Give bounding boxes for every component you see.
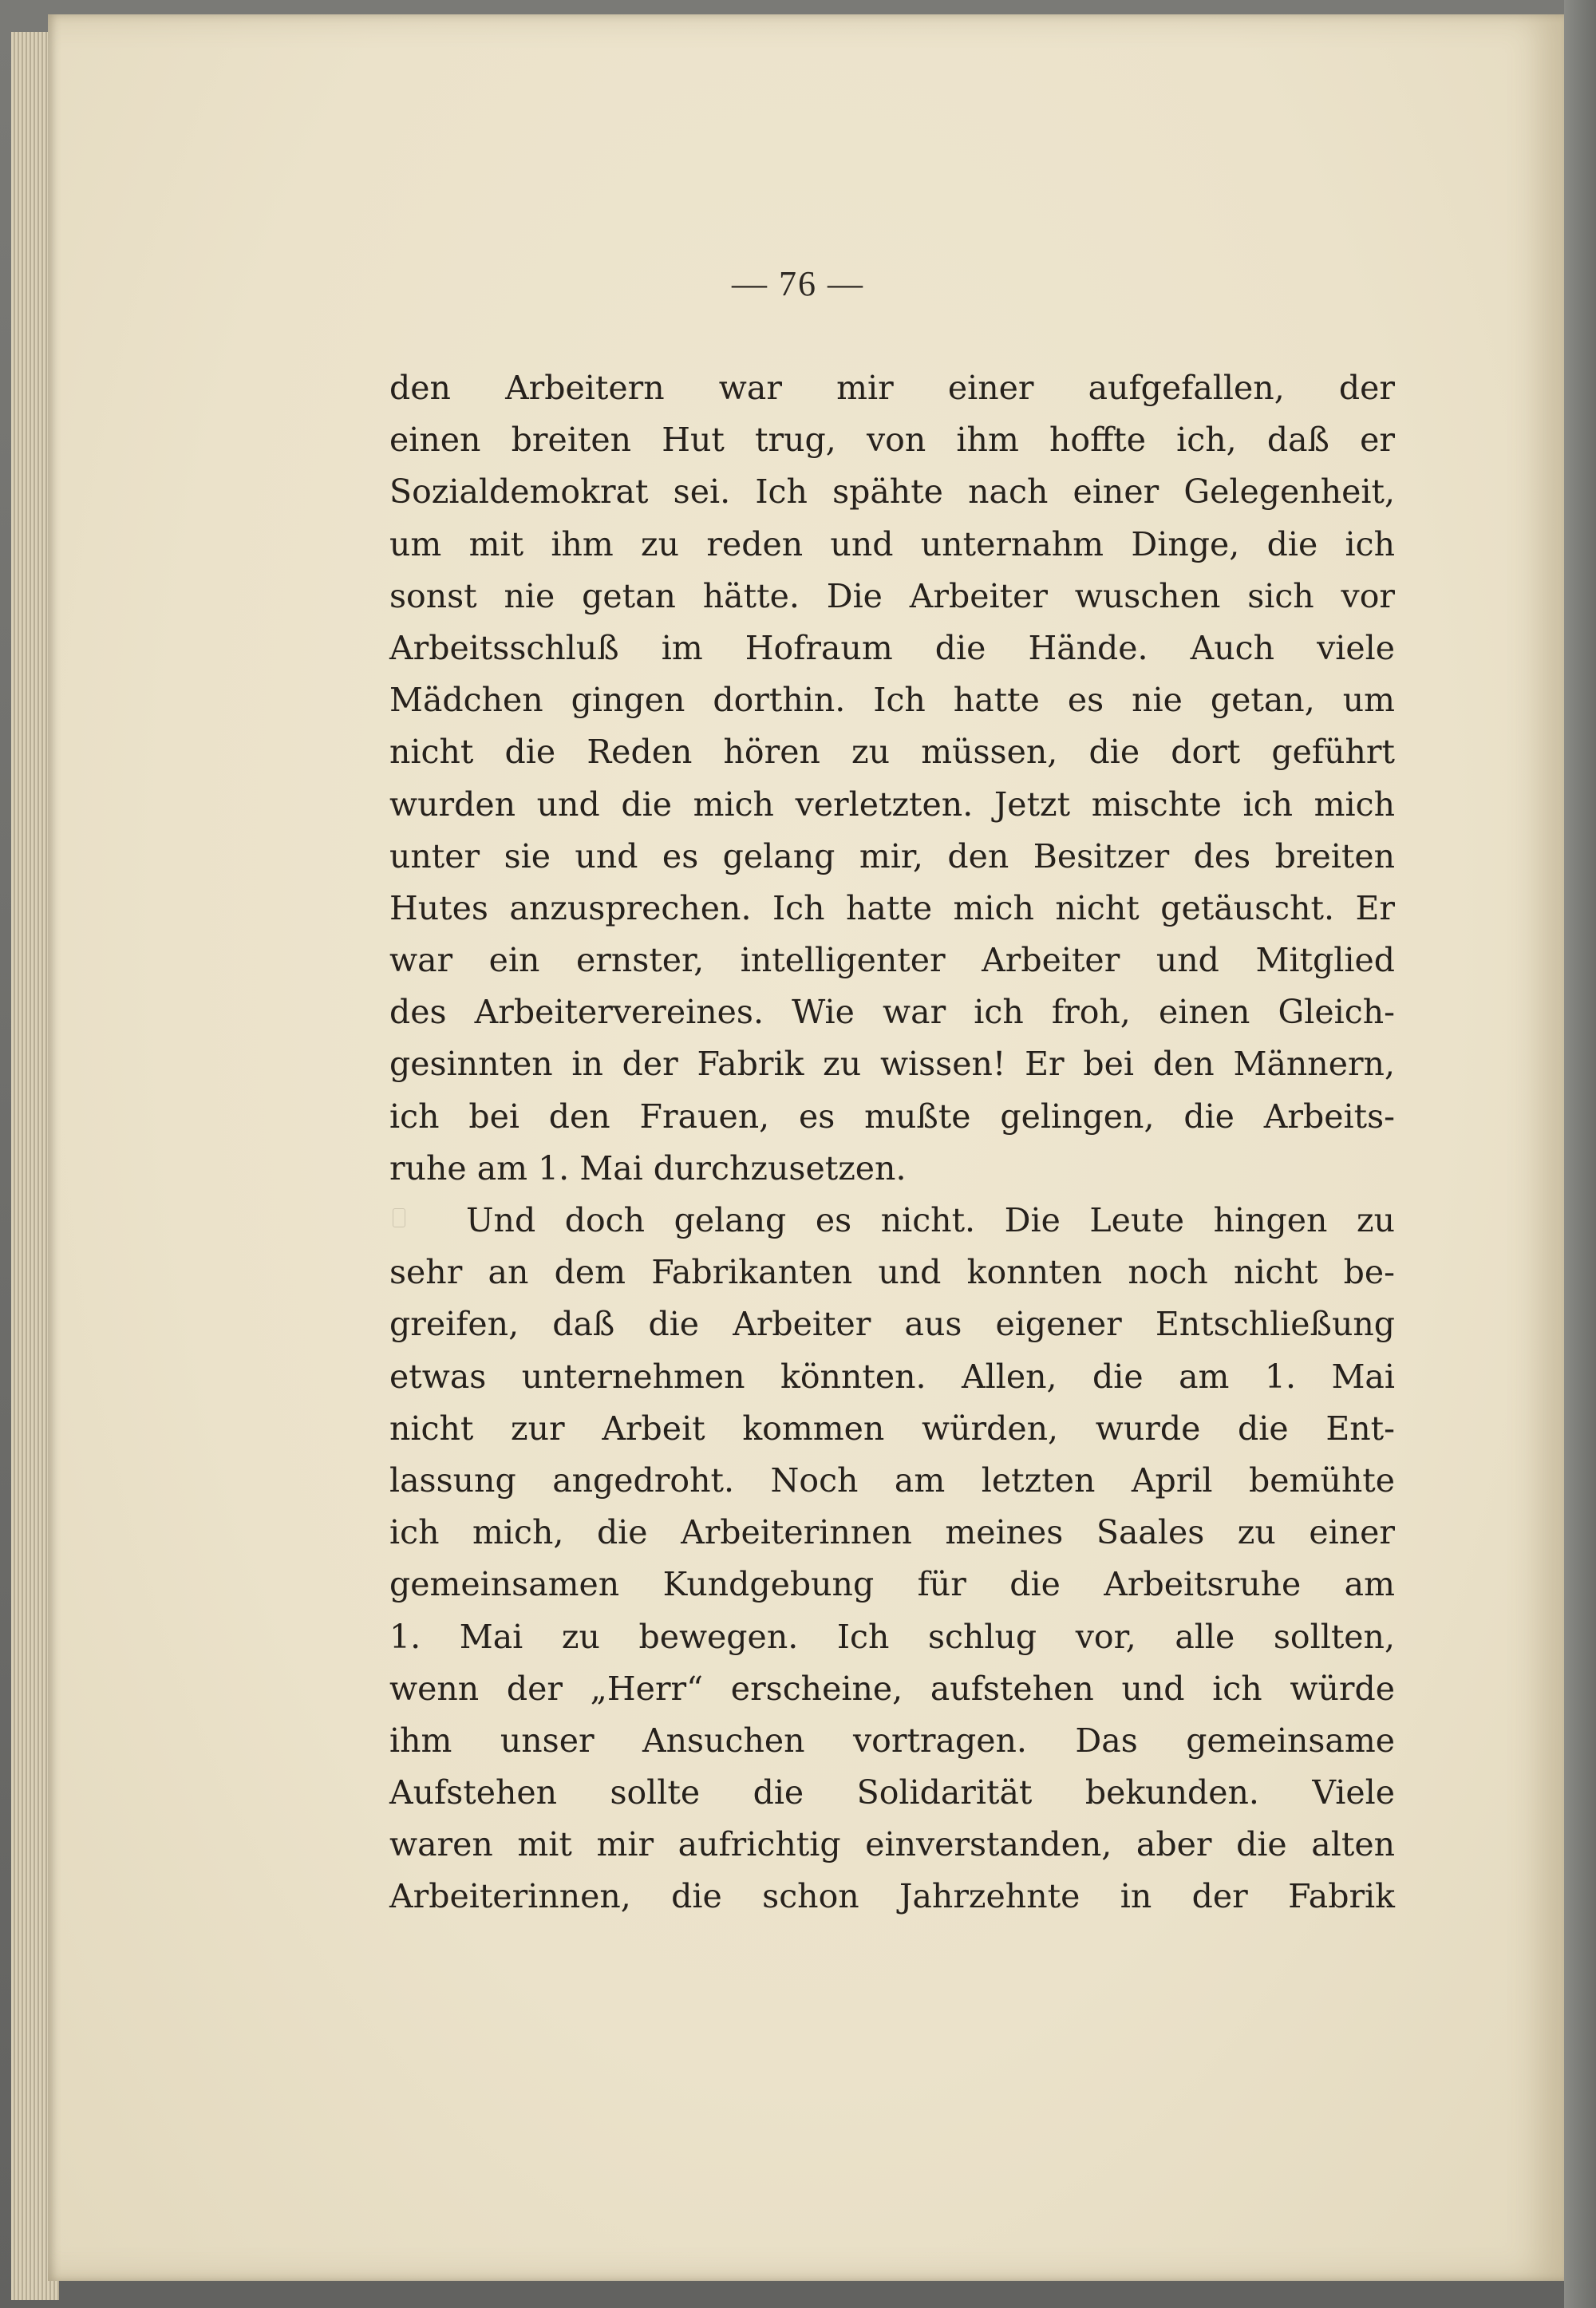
- text-line: ruhe am 1. Mai durchzusetzen.: [389, 1148, 907, 1188]
- text-line: Aufstehen sollte die Solidarität bekunden. Viele: [389, 1773, 1395, 1812]
- text-line: Hutes anzusprechen. Ich hatte mich nicht getäuscht. Er: [389, 888, 1395, 927]
- text-line: Arbeiterinnen, die schon Jahrzehnte in der Fabrik: [389, 1877, 1395, 1916]
- page-number: — 76 —: [732, 264, 864, 303]
- text-line: 1. Mai zu bewegen. Ich schlug vor, alle sollten,: [389, 1617, 1395, 1656]
- text-line: gesinnten in der Fabrik zu wissen! Er bei den Männern,: [389, 1045, 1395, 1084]
- body-text: [389, 362, 1395, 1923]
- text-line: den Arbeitern war mir einer aufgefallen, der: [389, 369, 1395, 407]
- text-line: ihm unser Ansuchen vortragen. Das gemeinsame: [389, 1721, 1395, 1760]
- text-line: nicht zur Arbeit kommen würden, wurde die Ent-: [389, 1409, 1395, 1448]
- text-line: Sozialdemokrat sei. Ich spähte nach einer Gelegenheit,: [389, 472, 1395, 512]
- text-line: um mit ihm zu reden und unternahm Dinge, die ich: [389, 524, 1395, 563]
- text-line: war ein ernster, intelligenter Arbeiter und Mitglied: [389, 941, 1395, 980]
- book-cover-edge: [1564, 0, 1596, 2308]
- text-line: gemeinsamen Kundgebung für die Arbeitsruhe am: [389, 1565, 1395, 1604]
- text-line: Arbeitsschluß im Hofraum die Hände. Auch viele: [389, 628, 1395, 667]
- text-line: sonst nie getan hätte. Die Arbeiter wuschen sich vor: [389, 576, 1395, 615]
- text-line: nicht die Reden hören zu müssen, die dort geführt: [389, 733, 1395, 772]
- text-line: wenn der „Herr“ erscheine, aufstehen und ich würde: [389, 1669, 1395, 1708]
- text-line: greifen, daß die Arbeiter aus eigener Entschließung: [389, 1305, 1395, 1344]
- text-line: des Arbeitervereines. Wie war ich froh, einen Gleich-: [389, 993, 1395, 1032]
- text-line: ich mich, die Arbeiterinnen meines Saales zu einer: [389, 1513, 1395, 1552]
- text-line: lassung angedroht. Noch am letzten April bemühte: [389, 1460, 1395, 1500]
- text-line: wurden und die mich verletzten. Jetzt mischte ich mich: [389, 784, 1395, 824]
- text-line: etwas unternehmen könnten. Allen, die am 1. Mai: [389, 1357, 1395, 1396]
- paper-blemish: [393, 1208, 405, 1227]
- text-line: waren mit mir aufrichtig einverstanden, aber die alten: [389, 1825, 1395, 1864]
- text-line: ich bei den Frauen, es mußte gelingen, die Arbeits-: [389, 1097, 1395, 1136]
- text-line-paragraph-start: Und doch gelang es nicht. Die Leute hingen zu: [466, 1201, 1395, 1239]
- text-line: einen breiten Hut trug, von ihm hoffte ich, daß er: [389, 421, 1395, 460]
- text-line: Mädchen gingen dorthin. Ich hatte es nie getan, um: [389, 681, 1395, 720]
- text-line: unter sie und es gelang mir, den Besitzer des breiten: [389, 836, 1395, 875]
- text-line: sehr an dem Fabrikanten und konnten noch nicht be-: [389, 1253, 1395, 1292]
